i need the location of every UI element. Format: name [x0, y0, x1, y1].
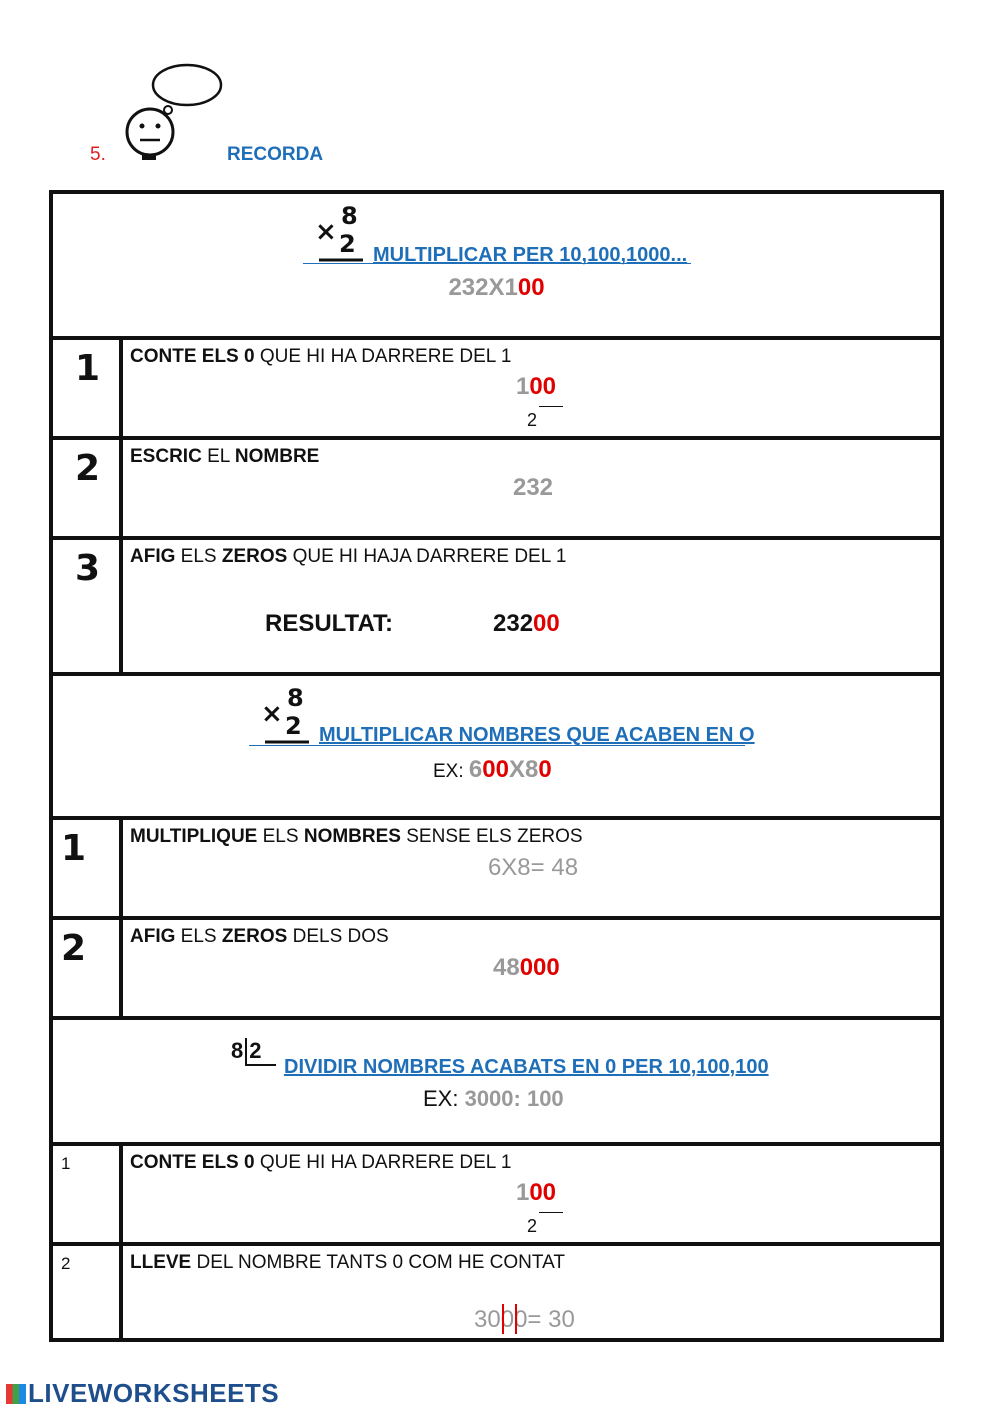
step-number: 1 — [61, 828, 87, 869]
step-row — [53, 440, 940, 540]
step-row — [53, 1246, 940, 1342]
step-number-cell — [53, 540, 123, 672]
section-divide-numbers-ending-in-zero — [53, 1020, 940, 1146]
icon-times-sign: × — [315, 217, 337, 247]
icon-dividend: 8 — [231, 1038, 244, 1063]
page-title: RECORDA — [227, 144, 324, 165]
step-number: 1 — [75, 348, 101, 389]
step-row — [53, 1146, 940, 1246]
step-number-cell — [53, 820, 123, 916]
step-description: CONTE ELS 0 QUE HI HA DARRERE DEL 1 — [130, 1152, 512, 1173]
step-number-cell — [53, 1246, 123, 1342]
step-description: AFIG ELS ZEROS QUE HI HAJA DARRERE DEL 1 — [130, 546, 567, 567]
step-number: 1 — [61, 1154, 71, 1173]
step-number-cell — [53, 440, 123, 536]
example-expression: EX: 3000: 100 — [423, 1086, 564, 1111]
step-description: ESCRIC EL NOMBRE — [130, 446, 320, 467]
crossed-zero: 0 — [500, 1306, 515, 1333]
step-row — [53, 920, 940, 1020]
icon-digit-top: 8 — [341, 202, 358, 230]
result-value: 48000 — [493, 954, 560, 981]
icon-digit-bottom: 2 — [339, 230, 356, 258]
step-row — [53, 540, 940, 676]
section-multiply-by-powers-of-ten — [53, 194, 940, 340]
zeros-count: 2 — [527, 410, 538, 430]
icon-digit-bottom: 2 — [285, 712, 302, 740]
example-expression: EX: 600X80 — [433, 756, 552, 783]
step-number: 2 — [75, 448, 101, 489]
step-number-cell — [53, 920, 123, 1016]
icon-times-sign: × — [261, 699, 283, 729]
zeros-figure: 100 — [515, 1179, 557, 1206]
product-value: 6X8= 48 — [487, 854, 579, 881]
section-title: DIVIDIR NOMBRES ACABATS EN 0 PER 10,100,100 — [284, 1056, 769, 1078]
zeros-count: 2 — [527, 1216, 538, 1236]
step-description: LLEVE DEL NOMBRE TANTS 0 COM HE CONTAT — [130, 1252, 565, 1273]
logo-icon — [6, 1384, 26, 1404]
worksheet-table — [49, 190, 944, 1342]
step-number: 3 — [75, 548, 101, 589]
example-expression: 232X100 — [448, 274, 545, 301]
icon-digit-top: 8 — [287, 684, 304, 712]
step-description: CONTE ELS 0 QUE HI HA DARRERE DEL 1 — [130, 346, 512, 367]
thinking-face-icon — [120, 60, 230, 165]
step-description: AFIG ELS ZEROS DELS DOS — [130, 926, 389, 947]
multiplication-icon — [309, 200, 369, 264]
zeros-figure: 100 — [515, 373, 557, 400]
step-description: MULTIPLIQUE ELS NOMBRES SENSE ELS ZEROS — [130, 826, 583, 847]
step-row — [53, 340, 940, 440]
step-number-cell — [53, 1146, 123, 1242]
liveworksheets-logo: LIVEWORKSHEETS — [6, 1378, 279, 1409]
step-number: 2 — [61, 928, 87, 969]
crossed-zero: 0 — [514, 1306, 528, 1333]
step-row — [53, 820, 940, 920]
division-icon — [231, 1038, 276, 1066]
division-result: 300 0 = 30 — [474, 1306, 575, 1333]
icon-divisor: 2 — [245, 1038, 275, 1066]
step-number: 2 — [61, 1254, 71, 1273]
section-title: MULTIPLICAR PER 10,100,1000... — [373, 244, 688, 266]
number-value: 232 — [512, 474, 554, 501]
result-value: 23200 — [493, 610, 560, 637]
result-label: RESULTAT: — [265, 610, 393, 637]
section-title: MULTIPLICAR NOMBRES QUE ACABEN EN O — [319, 724, 755, 746]
section-multiply-numbers-ending-in-zero — [53, 676, 940, 820]
exercise-number: 5. — [90, 144, 106, 165]
step-number-cell — [53, 340, 123, 436]
multiplication-icon — [255, 682, 315, 746]
